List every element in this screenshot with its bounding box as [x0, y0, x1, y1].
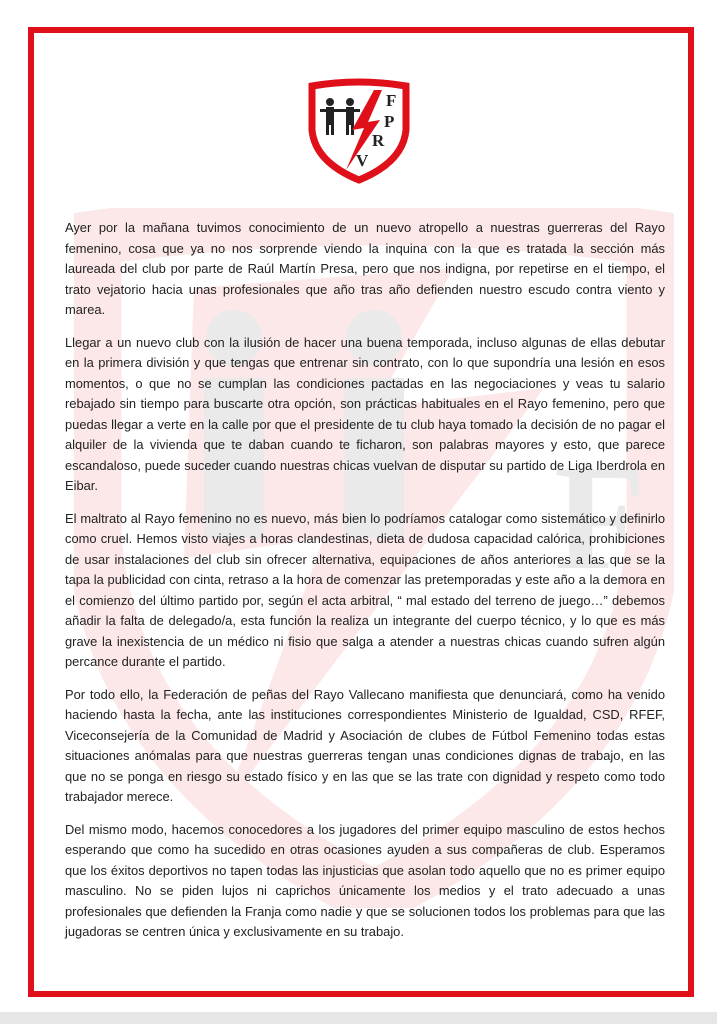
crest-letter-f: F — [386, 91, 397, 110]
paragraph-2: Llegar a un nuevo club con la ilusión de hacer una buena temporada, incluso algunas de ellas debutar en la primera división y que tengas que entrenar sin contrato, con lo que supondría una lesión en esos momentos, o que no se cumplan las condiciones pactadas en las negociaciones y veas tu salario rebajado sin tiempo para buscarte otra opción, son prácticas habituales en el Rayo femenino, pero que puedas llegar a verte en la calle por que el presidente de tu club haya tomado la decisión de no pagar el alquiler de la vivienda que te daban cuando te ficharon, son palabras mayores y esto, que parece escandaloso, puede suceder cuando nuestras chicas vuelvan de disputar su partido de Liga Iberdrola en Eibar. — [65, 334, 665, 493]
svg-text:F: F — [554, 435, 646, 601]
paragraph-5: Del mismo modo, hacemos conocedores a los jugadores del primer equipo masculino de estos hechos esperando que como ha sucedido en otras ocasiones ayuden a sus compañeras de club. Esperamos que los éxitos deportivos no tapen todas las injusticias que asolan todo aquello que no es primer equipo masculino. No se piden lujos ni caprichos únicamente los medios y el trato adecuado a unas profesionales que defienden la Franja como nadie y que se solucionen todos los problemas para que las jugadoras se centren única y exclusivamente en su trabajo. — [65, 821, 665, 939]
paragraph-1: Ayer por la mañana tuvimos conocimiento de un nuevo atropello a nuestras guerreras del Rayo femenino, cosa que ya no nos sorprende viendo la inquina con la que es tratada la sección más laureada del club por parte de Raúl Martín Presa, pero que nos indigna, por repetirse en el tiempo, el trato vejatorio hacia unas profesionales que año tras año defienden nuestro escudo contra viento y marea. — [65, 220, 665, 317]
letter-body — [65, 218, 665, 955]
rayo-vallecano-crest-icon — [306, 78, 412, 184]
crest-letter-p: P — [384, 112, 395, 131]
document-frame — [28, 27, 694, 997]
paragraph-4: Por todo ello, la Federación de peñas del Rayo Vallecano manifiesta que denunciará, como ha venido haciendo hasta la fecha, ante las instituciones correspondientes Ministerio de Igualdad, CSD, RFEF, Viceconsejería de la Comunidad de Madrid y Asociación de clubes de Fútbol Femenino todas estas situaciones anómalas para que nuestras guerreras tengan unas condiciones dignas de trabajo, en las que no se ponga en riesgo su estado físico y en las que se las trate con dignidad y respeto como todo trabajador merece. — [65, 686, 665, 804]
crest-letter-v: V — [356, 151, 369, 170]
paragraph-3: El maltrato al Rayo femenino no es nuevo, más bien lo podríamos catalogar como sistemático y definirlo como cruel. Hemos visto viajes a horas clandestinas, dieta de dudosa capacidad calórica, prohibiciones de usar instalaciones del club sin ofrecer alternativa, equipaciones de años anteriores a las que se la tapa la publicidad con cinta, retraso a la hora de comenzar las pretemporadas y este año a la demora en el comienzo del último partido por, según el acta arbitral, “ mal estado del terreno de juego…” debemos añadir la falta de delegado/a, esta función la realiza un integrante del cuerpo técnico, y lo que es más grave la inexistencia de un médico ni fisio que salga a atender a nuestras chicas cuando sufren algún percance durante el partido. — [65, 510, 665, 669]
page-bottom-edge — [0, 1012, 717, 1024]
crest-letter-r: R — [372, 131, 385, 150]
